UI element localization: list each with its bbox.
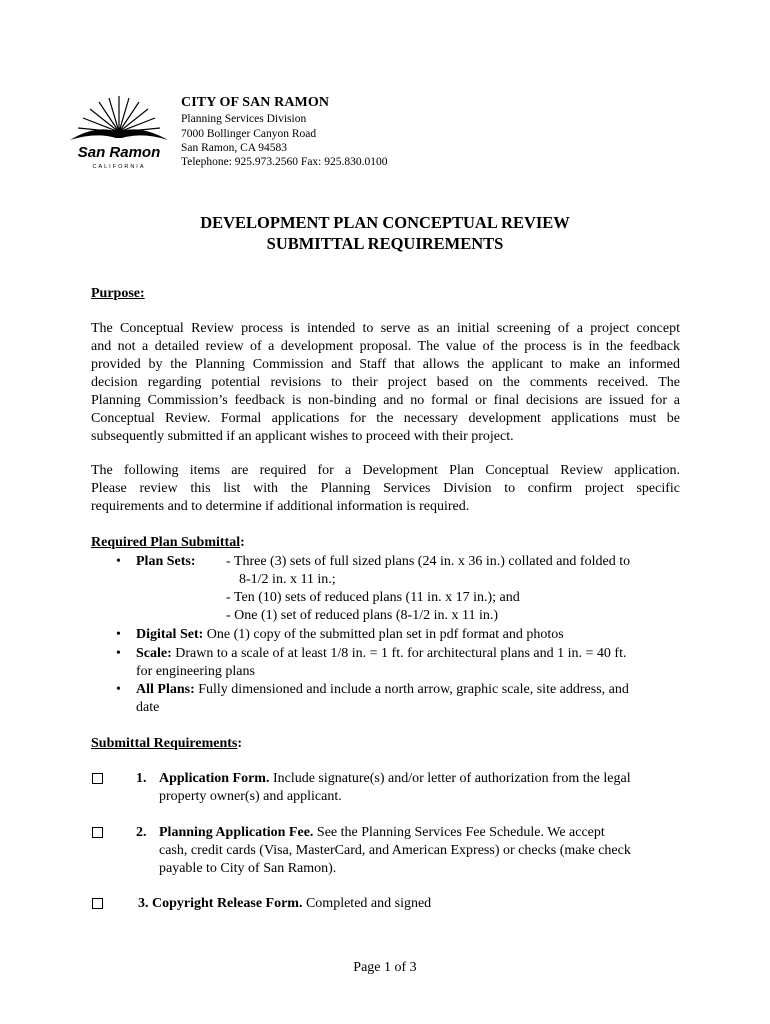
requirement-number: 2. (136, 825, 147, 840)
address-line-2: San Ramon, CA 94583 (181, 142, 288, 154)
plan-sets-line: - Three (3) sets of full sized plans (24 in. x 36 in.) collated and folded to (226, 554, 631, 569)
checkbox-application-form[interactable] (92, 773, 103, 784)
address-line-1: 7000 Bollinger Canyon Road (181, 128, 317, 140)
org-name: CITY OF SAN RAMON (181, 95, 330, 110)
requirement-copyright-release (138, 895, 431, 913)
bullet-icon: • (116, 627, 121, 642)
paragraph-line: Conceptual Review. Formal applications for the necessary development applications must be (91, 411, 680, 426)
paragraph-line: Planning Commission’s feedback is non-binding and no formal or final decisions are issued for a (91, 393, 680, 408)
bullet-icon: • (116, 682, 121, 697)
digital-set-label: Digital Set: (136, 627, 204, 642)
all-plans-item (116, 681, 629, 717)
checkbox-copyright-release[interactable] (92, 898, 103, 909)
plan-sets-line: 8-1/2 in. x 11 in.; (239, 572, 336, 587)
document-title-line-1: DEVELOPMENT PLAN CONCEPTUAL REVIEW (200, 213, 570, 232)
requirement-text: cash, credit cards (Visa, MasterCard, and American Express) or checks (make check (159, 843, 631, 858)
requirement-label: Application Form. (159, 771, 270, 786)
requirement-text: payable to City of San Ramon). (159, 861, 337, 876)
plan-sets-line: - One (1) set of reduced plans (8-1/2 in. x 11 in.) (226, 608, 499, 623)
plan-sets-line: - Ten (10) sets of reduced plans (11 in. x 17 in.); and (226, 590, 520, 605)
paragraph-line: decision regarding potential revisions to their project based on the comments received. The (91, 375, 680, 390)
san-ramon-logo (66, 94, 172, 172)
plan-sets-item (116, 553, 196, 571)
checkbox-application-fee[interactable] (92, 827, 103, 838)
plan-submittal-heading: Required Plan Submittal: (91, 535, 245, 550)
page-number: Page 1 of 3 (353, 960, 417, 975)
all-plans-text-2: date (136, 700, 160, 715)
paragraph-line: requirements and to determine if additional information is required. (91, 499, 470, 514)
paragraph-line: subsequently submitted if an applicant wishes to proceed with their project. (91, 429, 514, 444)
paragraph-line: and not a detailed review of a development proposal. The value of the process is in the feedback (91, 339, 680, 354)
paragraph-line: The following items are required for a Development Plan Conceptual Review application. (91, 463, 680, 478)
all-plans-text: Fully dimensioned and include a north arrow, graphic scale, site address, and (194, 682, 629, 697)
purpose-paragraph-2 (91, 462, 680, 516)
logo-text: San Ramon (77, 144, 161, 161)
scale-text: Drawn to a scale of at least 1/8 in. = 1 ft. for architectural plans and 1 in. = 40 ft. (171, 646, 627, 661)
requirement-number: 1. (136, 771, 147, 786)
requirement-text: property owner(s) and applicant. (159, 789, 342, 804)
requirement-text: Include signature(s) and/or letter of authorization from the legal (269, 771, 631, 786)
sun-eagle-icon (66, 94, 172, 172)
division: Planning Services Division (181, 113, 307, 125)
submittal-requirements-heading: Submittal Requirements: (91, 736, 243, 751)
requirement-application-form (159, 770, 681, 806)
logo-subtext: CALIFORNIA (92, 164, 146, 170)
all-plans-label: All Plans: (136, 682, 195, 697)
phone: Telephone: 925.973.2560 Fax: 925.830.0100 (181, 156, 388, 168)
digital-set-text: One (1) copy of the submitted plan set in pdf format and photos (203, 627, 564, 642)
scale-label: Scale: (136, 646, 172, 661)
requirement-label: Copyright Release Form. (152, 896, 303, 911)
paragraph-line: Please review this list with the Planning Services Division to confirm project specific (91, 481, 680, 496)
scale-item (116, 645, 627, 681)
bullet-icon: • (116, 554, 121, 569)
document-title-line-2: SUBMITTAL REQUIREMENTS (266, 234, 504, 253)
requirement-text: See the Planning Services Fee Schedule. We accept (313, 825, 605, 840)
scale-text-2: for engineering plans (136, 664, 255, 679)
requirement-label: Planning Application Fee. (159, 825, 314, 840)
requirement-application-fee (159, 824, 681, 878)
paragraph-line: provided by the Planning Commission and Staff that allows the applicant to make an informed (91, 357, 680, 372)
requirement-number: 3. (138, 896, 149, 911)
plan-sets-label: Plan Sets: (136, 554, 196, 569)
paragraph-line: The Conceptual Review process is intended to serve as an initial screening of a project concept (91, 321, 680, 336)
purpose-paragraph-1 (91, 320, 680, 446)
purpose-heading: Purpose: (91, 286, 145, 301)
requirement-text: Completed and signed (302, 896, 432, 911)
bullet-icon: • (116, 646, 121, 661)
digital-set-item (116, 626, 564, 644)
